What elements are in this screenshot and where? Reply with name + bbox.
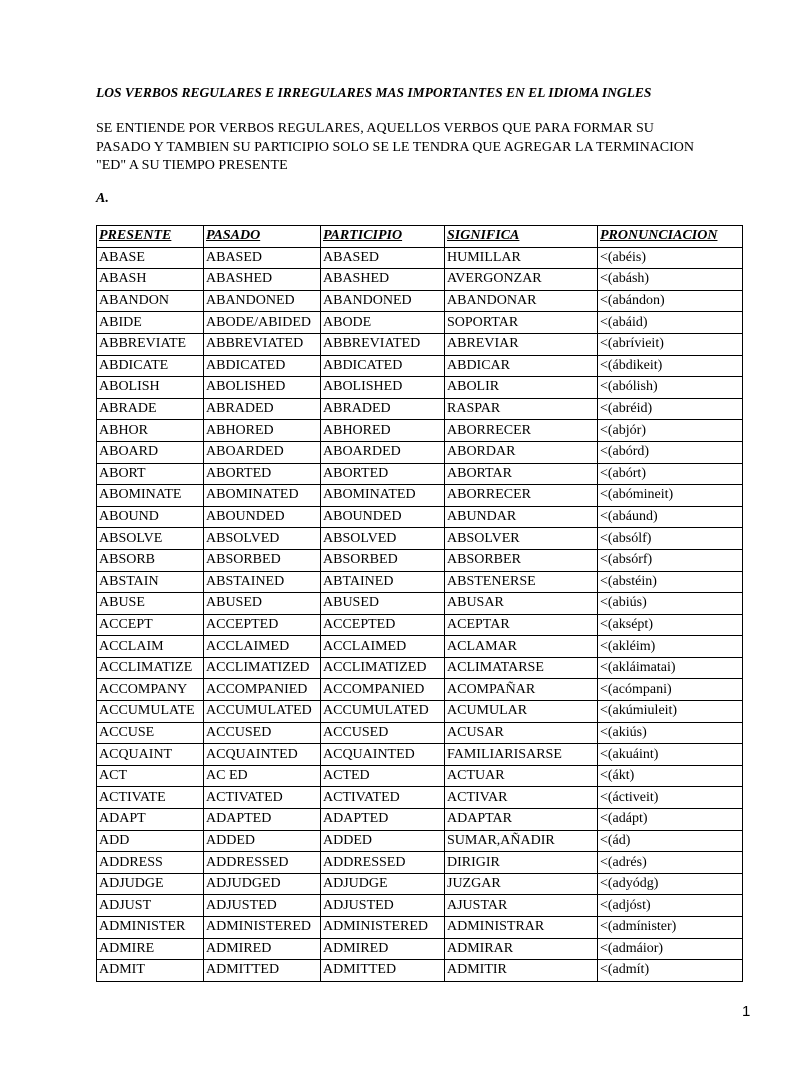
cell-pasado: ADAPTED (204, 809, 321, 831)
cell-pasado: ABBREVIATED (204, 333, 321, 355)
cell-significa: ABUSAR (445, 593, 598, 615)
cell-significa: ACOMPAÑAR (445, 679, 598, 701)
cell-pasado: ADMINISTERED (204, 917, 321, 939)
cell-presente: ABRADE (97, 398, 204, 420)
cell-pronunciacion: <(abréid) (598, 398, 743, 420)
cell-presente: ABBREVIATE (97, 333, 204, 355)
cell-participio: ABOUNDED (321, 506, 445, 528)
cell-participio: ABTAINED (321, 571, 445, 593)
cell-participio: ABOLISHED (321, 377, 445, 399)
table-row (97, 787, 743, 809)
document-title: LOS VERBOS REGULARES E IRREGULARES MAS IMPORTANTES EN EL IDIOMA INGLES (96, 85, 652, 100)
cell-pasado: ADJUSTED (204, 895, 321, 917)
cell-significa: ABOLIR (445, 377, 598, 399)
cell-significa: ABORDAR (445, 441, 598, 463)
table-row (97, 657, 743, 679)
cell-pasado: ABORTED (204, 463, 321, 485)
cell-significa: ACLAMAR (445, 636, 598, 658)
table-row (97, 830, 743, 852)
cell-participio: ACCOMPANIED (321, 679, 445, 701)
cell-significa: ACUMULAR (445, 701, 598, 723)
cell-participio: ADMIRED (321, 938, 445, 960)
table-row (97, 809, 743, 831)
cell-presente: ABSORB (97, 549, 204, 571)
cell-significa: ADMINISTRAR (445, 917, 598, 939)
cell-pronunciacion: <(abándon) (598, 290, 743, 312)
cell-significa: HUMILLAR (445, 247, 598, 269)
cell-presente: ACCLIMATIZE (97, 657, 204, 679)
cell-pronunciacion: <(abiús) (598, 593, 743, 615)
cell-presente: ACCEPT (97, 614, 204, 636)
table-body (97, 247, 743, 981)
cell-participio: ABASED (321, 247, 445, 269)
table-row (97, 420, 743, 442)
cell-presente: ADAPT (97, 809, 204, 831)
cell-pasado: ADDED (204, 830, 321, 852)
cell-pasado: ACQUAINTED (204, 744, 321, 766)
cell-presente: ADJUST (97, 895, 204, 917)
cell-pasado: ADDRESSED (204, 852, 321, 874)
cell-participio: ACCUSED (321, 722, 445, 744)
table-row (97, 485, 743, 507)
header-significa: SIGNIFICA (445, 226, 598, 248)
cell-significa: ABORRECER (445, 420, 598, 442)
table-row (97, 960, 743, 982)
table-header-row (97, 226, 743, 248)
header-pasado: PASADO (204, 226, 321, 248)
cell-pronunciacion: <(adjóst) (598, 895, 743, 917)
cell-pronunciacion: <(akúmiuleit) (598, 701, 743, 723)
cell-significa: SOPORTAR (445, 312, 598, 334)
cell-presente: ADMIRE (97, 938, 204, 960)
cell-pasado: AC ED (204, 765, 321, 787)
cell-presente: ACCUMULATE (97, 701, 204, 723)
cell-participio: ABOMINATED (321, 485, 445, 507)
cell-pronunciacion: <(abáid) (598, 312, 743, 334)
cell-pasado: ACTIVATED (204, 787, 321, 809)
cell-pasado: ACCOMPANIED (204, 679, 321, 701)
cell-participio: ADJUSTED (321, 895, 445, 917)
cell-presente: ABDICATE (97, 355, 204, 377)
cell-presente: ACCOMPANY (97, 679, 204, 701)
cell-pasado: ABOARDED (204, 441, 321, 463)
cell-significa: ABSTENERSE (445, 571, 598, 593)
page-number: 1 (742, 1003, 751, 1020)
cell-participio: ACCEPTED (321, 614, 445, 636)
cell-presente: ABIDE (97, 312, 204, 334)
cell-pasado: ADJUDGED (204, 873, 321, 895)
cell-significa: ADAPTAR (445, 809, 598, 831)
cell-pronunciacion: <(abáund) (598, 506, 743, 528)
cell-pasado: ABOMINATED (204, 485, 321, 507)
table-row (97, 312, 743, 334)
table-row (97, 614, 743, 636)
cell-pasado: ABRADED (204, 398, 321, 420)
table-row (97, 290, 743, 312)
cell-significa: FAMILIARISARSE (445, 744, 598, 766)
cell-participio: ABSORBED (321, 549, 445, 571)
cell-significa: DIRIGIR (445, 852, 598, 874)
cell-significa: ACLIMATARSE (445, 657, 598, 679)
cell-pasado: ABOLISHED (204, 377, 321, 399)
cell-presente: ACTIVATE (97, 787, 204, 809)
cell-presente: ADJUDGE (97, 873, 204, 895)
table-row (97, 528, 743, 550)
table-row (97, 722, 743, 744)
cell-presente: ABORT (97, 463, 204, 485)
cell-pasado: ADMITTED (204, 960, 321, 982)
cell-pasado: ABUSED (204, 593, 321, 615)
cell-pasado: ACCEPTED (204, 614, 321, 636)
table-row (97, 269, 743, 291)
cell-presente: ACCLAIM (97, 636, 204, 658)
cell-participio: ACCLAIMED (321, 636, 445, 658)
cell-participio: ABDICATED (321, 355, 445, 377)
cell-pronunciacion: <(abórt) (598, 463, 743, 485)
cell-participio: ACCUMULATED (321, 701, 445, 723)
cell-pasado: ABOUNDED (204, 506, 321, 528)
table-row (97, 744, 743, 766)
table-row (97, 333, 743, 355)
cell-pasado: ACCUMULATED (204, 701, 321, 723)
cell-pronunciacion: <(acómpani) (598, 679, 743, 701)
header-pronunciacion: PRONUNCIACION (598, 226, 743, 248)
cell-pasado: ABHORED (204, 420, 321, 442)
cell-presente: ABANDON (97, 290, 204, 312)
cell-significa: ACUSAR (445, 722, 598, 744)
cell-presente: ADMIT (97, 960, 204, 982)
cell-presente: ACQUAINT (97, 744, 204, 766)
cell-presente: ADD (97, 830, 204, 852)
cell-pronunciacion: <(aksépt) (598, 614, 743, 636)
section-letter: A. (96, 191, 109, 206)
cell-pasado: ABASED (204, 247, 321, 269)
cell-participio: ABANDONED (321, 290, 445, 312)
cell-significa: AVERGONZAR (445, 269, 598, 291)
cell-significa: ABORTAR (445, 463, 598, 485)
cell-significa: ABORRECER (445, 485, 598, 507)
cell-participio: ABOARDED (321, 441, 445, 463)
cell-pasado: ABDICATED (204, 355, 321, 377)
cell-presente: ACT (97, 765, 204, 787)
cell-pasado: ACCLAIMED (204, 636, 321, 658)
table-row (97, 355, 743, 377)
table-row (97, 398, 743, 420)
cell-significa: ACTIVAR (445, 787, 598, 809)
cell-pronunciacion: <(akléim) (598, 636, 743, 658)
cell-significa: ABSORBER (445, 549, 598, 571)
table-row (97, 506, 743, 528)
cell-pronunciacion: <(abjór) (598, 420, 743, 442)
cell-pronunciacion: <(akuáint) (598, 744, 743, 766)
table-row (97, 701, 743, 723)
table-row (97, 571, 743, 593)
intro-paragraph (96, 120, 756, 176)
cell-presente: ABOLISH (97, 377, 204, 399)
cell-pronunciacion: <(akláimatai) (598, 657, 743, 679)
cell-significa: SUMAR,AÑADIR (445, 830, 598, 852)
cell-participio: ACQUAINTED (321, 744, 445, 766)
cell-pronunciacion: <(ád) (598, 830, 743, 852)
cell-presente: ACCUSE (97, 722, 204, 744)
cell-pronunciacion: <(adrés) (598, 852, 743, 874)
cell-presente: ABUSE (97, 593, 204, 615)
cell-pronunciacion: <(adyódg) (598, 873, 743, 895)
cell-participio: ACTED (321, 765, 445, 787)
cell-pronunciacion: <(abásh) (598, 269, 743, 291)
table-row (97, 593, 743, 615)
cell-pasado: ACCUSED (204, 722, 321, 744)
cell-significa: ABDICAR (445, 355, 598, 377)
cell-presente: ABSTAIN (97, 571, 204, 593)
table-row (97, 441, 743, 463)
header-participio: PARTICIPIO (321, 226, 445, 248)
table-row (97, 938, 743, 960)
cell-significa: ABUNDAR (445, 506, 598, 528)
cell-pronunciacion: <(admáior) (598, 938, 743, 960)
cell-participio: ABSOLVED (321, 528, 445, 550)
table-row (97, 377, 743, 399)
cell-significa: JUZGAR (445, 873, 598, 895)
cell-significa: ABANDONAR (445, 290, 598, 312)
cell-participio: ABASHED (321, 269, 445, 291)
cell-significa: RASPAR (445, 398, 598, 420)
cell-pronunciacion: <(akiús) (598, 722, 743, 744)
cell-participio: ADMINISTERED (321, 917, 445, 939)
cell-participio: ADMITTED (321, 960, 445, 982)
cell-participio: ABHORED (321, 420, 445, 442)
cell-pasado: ABODE/ABIDED (204, 312, 321, 334)
table-row (97, 636, 743, 658)
cell-presente: ABOARD (97, 441, 204, 463)
cell-pronunciacion: <(absórf) (598, 549, 743, 571)
cell-pronunciacion: <(absólf) (598, 528, 743, 550)
cell-pasado: ABSOLVED (204, 528, 321, 550)
table-row (97, 873, 743, 895)
cell-participio: ADJUDGE (321, 873, 445, 895)
cell-presente: ABASE (97, 247, 204, 269)
intro-line: SE ENTIENDE POR VERBOS REGULARES, AQUELLOS VERBOS QUE PARA FORMAR SU (96, 121, 654, 136)
cell-pronunciacion: <(abéis) (598, 247, 743, 269)
cell-pronunciacion: <(ákt) (598, 765, 743, 787)
cell-pronunciacion: <(abstéin) (598, 571, 743, 593)
cell-pasado: ABASHED (204, 269, 321, 291)
cell-significa: ADMITIR (445, 960, 598, 982)
cell-pronunciacion: <(admínister) (598, 917, 743, 939)
table-row (97, 917, 743, 939)
cell-significa: ADMIRAR (445, 938, 598, 960)
table-row (97, 895, 743, 917)
cell-participio: ADAPTED (321, 809, 445, 831)
cell-significa: ACTUAR (445, 765, 598, 787)
cell-presente: ABHOR (97, 420, 204, 442)
cell-presente: ABSOLVE (97, 528, 204, 550)
table-row (97, 679, 743, 701)
cell-participio: ABRADED (321, 398, 445, 420)
cell-pasado: ABSORBED (204, 549, 321, 571)
cell-significa: ABSOLVER (445, 528, 598, 550)
cell-pronunciacion: <(áctiveit) (598, 787, 743, 809)
cell-participio: ADDED (321, 830, 445, 852)
cell-pasado: ADMIRED (204, 938, 321, 960)
intro-line: PASADO Y TAMBIEN SU PARTICIPIO SOLO SE LE TENDRA QUE AGREGAR LA TERMINACION (96, 139, 695, 155)
cell-pronunciacion: <(abórd) (598, 441, 743, 463)
cell-pasado: ABSTAINED (204, 571, 321, 593)
table-row (97, 247, 743, 269)
cell-pasado: ACCLIMATIZED (204, 657, 321, 679)
cell-pronunciacion: <(abólish) (598, 377, 743, 399)
cell-presente: ABOUND (97, 506, 204, 528)
cell-participio: ADDRESSED (321, 852, 445, 874)
cell-pasado: ABANDONED (204, 290, 321, 312)
cell-participio: ACTIVATED (321, 787, 445, 809)
cell-participio: ACCLIMATIZED (321, 657, 445, 679)
intro-line: "ED" A SU TIEMPO PRESENTE (96, 158, 288, 173)
cell-participio: ABORTED (321, 463, 445, 485)
cell-participio: ABBREVIATED (321, 333, 445, 355)
cell-presente: ABOMINATE (97, 485, 204, 507)
cell-pronunciacion: <(abómineit) (598, 485, 743, 507)
table-row (97, 852, 743, 874)
table-row (97, 549, 743, 571)
table-row (97, 463, 743, 485)
cell-pronunciacion: <(adápt) (598, 809, 743, 831)
table-row (97, 765, 743, 787)
cell-significa: AJUSTAR (445, 895, 598, 917)
cell-pronunciacion: <(abrívieit) (598, 333, 743, 355)
cell-participio: ABODE (321, 312, 445, 334)
cell-pronunciacion: <(ábdikeit) (598, 355, 743, 377)
cell-significa: ABREVIAR (445, 333, 598, 355)
verbs-table (96, 225, 743, 982)
cell-presente: ADMINISTER (97, 917, 204, 939)
cell-significa: ACEPTAR (445, 614, 598, 636)
cell-presente: ADDRESS (97, 852, 204, 874)
cell-participio: ABUSED (321, 593, 445, 615)
cell-pronunciacion: <(admít) (598, 960, 743, 982)
cell-presente: ABASH (97, 269, 204, 291)
header-presente: PRESENTE (97, 226, 204, 248)
